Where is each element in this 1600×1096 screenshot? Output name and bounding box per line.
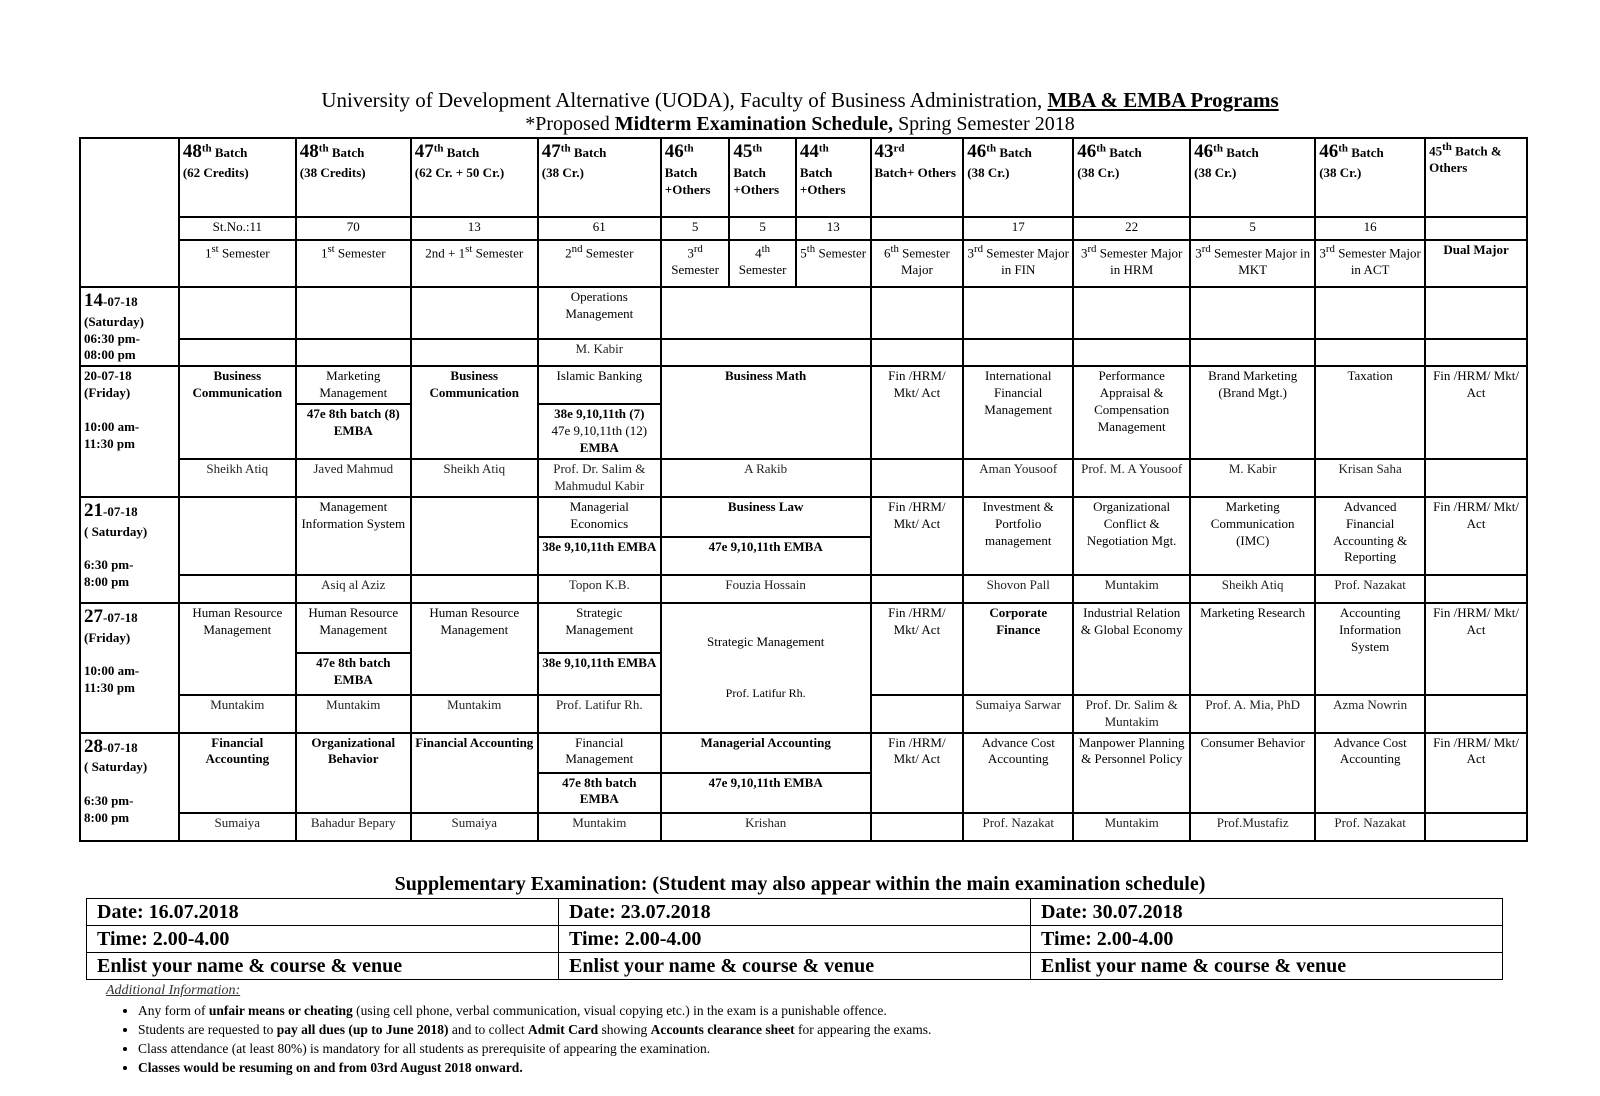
semester-cell: 2nd + 1st Semester [411, 240, 538, 287]
teacher-cell: Krishan [661, 813, 871, 841]
batch-header-row [80, 138, 1527, 217]
teacher-cell: Prof. A. Mia, PhD [1190, 695, 1315, 733]
teacher-cell: M. Kabir [1190, 459, 1315, 497]
course-cell: Advanced Financial Accounting & Reporting [1315, 497, 1425, 575]
student-count: 17 [963, 217, 1073, 240]
student-count: St.No.:11 [179, 217, 296, 240]
course-cell: Financial Accounting [179, 733, 296, 813]
supp-enlist: Enlist your name & course & venue [559, 953, 1031, 980]
day3-teacher-row [80, 575, 1527, 603]
date-cell: 20-07-18 (Friday) 10:00 am- 11:30 pm [80, 366, 179, 496]
date-cell: 21-07-18 ( Saturday) 6:30 pm- 8:00 pm [80, 497, 179, 603]
notes-list [104, 1001, 1538, 1077]
course-cell: Accounting Information System [1315, 603, 1425, 695]
teacher-cell: Sheikh Atiq [411, 459, 538, 497]
teacher-cell: Prof. Nazakat [963, 813, 1073, 841]
day3-course-row [80, 497, 1527, 537]
day1-course-row [80, 287, 1527, 339]
teacher-cell: Sheikh Atiq [179, 459, 296, 497]
course-cell: Brand Marketing (Brand Mgt.) [1190, 366, 1315, 459]
teacher-cell: Muntakim [1073, 575, 1190, 603]
student-count: 5 [661, 217, 730, 240]
course-cell: Marketing Communication (IMC) [1190, 497, 1315, 575]
course-cell: Strategic Management [538, 603, 661, 653]
supplementary-table [86, 898, 1503, 980]
course-cell: Fin /HRM/ Mkt/ Act [1425, 733, 1527, 813]
semester-cell: 3rd Semester [661, 240, 730, 287]
additional-info-heading: Additional Information: [106, 983, 241, 998]
course-cell: Industrial Relation & Global Economy [1073, 603, 1190, 695]
student-count: 70 [296, 217, 411, 240]
emba-cell: 47e 9,10,11th EMBA [661, 537, 871, 575]
student-count: 13 [796, 217, 871, 240]
teacher-cell: Prof. Nazakat [1315, 813, 1425, 841]
programs-label: MBA & EMBA Programs [1047, 88, 1279, 112]
course-cell: Organizational Conflict & Negotiation Mgt. [1073, 497, 1190, 575]
course-cell: Strategic Management Prof. Latifur Rh. [661, 603, 871, 733]
teacher-cell: Prof. Nazakat [1315, 575, 1425, 603]
schedule-table [79, 137, 1528, 842]
student-count [1425, 217, 1527, 240]
emba-cell: 38e 9,10,11th (7) 47e 9,10,11th (12) EMBA [538, 404, 661, 459]
supp-enlist-row [87, 953, 1503, 980]
date-cell: 27-07-18 (Friday) 10:00 am- 11:30 pm [80, 603, 179, 733]
course-cell [411, 497, 538, 575]
teacher-cell: Muntakim [1073, 813, 1190, 841]
teacher-cell: Prof. Dr. Salim & Muntakim [1073, 695, 1190, 733]
teacher-cell: Prof.Mustafiz [1190, 813, 1315, 841]
course-cell: Fin /HRM/ Mkt/ Act [871, 366, 964, 459]
emba-cell: 47e 8th batch (8) EMBA [296, 404, 411, 459]
course-cell: Performance Appraisal & Compensation Management [1073, 366, 1190, 459]
supp-enlist: Enlist your name & course & venue [87, 953, 559, 980]
emba-cell: 47e 8th batch EMBA [296, 653, 411, 695]
teacher-cell: Sumaiya [411, 813, 538, 841]
course-cell: Marketing Management [296, 366, 411, 404]
teacher-cell: Sumaiya Sarwar [963, 695, 1073, 733]
course-cell: Fin /HRM/ Mkt/ Act [871, 603, 964, 695]
note-item: • Any form of unfair means or cheating (using cell phone, verbal communication, visual copying etc.) in the exam is a punishable offence. [138, 1001, 1538, 1020]
batch-header: 48th Batch (62 Credits) [179, 138, 296, 217]
supp-enlist: Enlist your name & course & venue [1031, 953, 1503, 980]
teacher-cell: M. Kabir [538, 339, 661, 366]
day4-course-row [80, 603, 1527, 653]
teacher-cell: Topon K.B. [538, 575, 661, 603]
teacher-cell: Sumaiya [179, 813, 296, 841]
teacher-cell: Krisan Saha [1315, 459, 1425, 497]
subtitle-post: Spring Semester 2018 [893, 113, 1075, 135]
supp-time: Time: 2.00-4.00 [1031, 926, 1503, 953]
page-subtitle [0, 113, 1600, 136]
teacher-cell [1425, 813, 1527, 841]
course-cell: Business Math [661, 366, 871, 459]
teacher-cell: Bahadur Bepary [296, 813, 411, 841]
note-item: • Students are requested to pay all dues (up to June 2018) and to collect Admit Card showing Accounts clearance sheet for appearing the exams. [138, 1020, 1538, 1039]
teacher-cell: Prof. Dr. Salim & Mahmudul Kabir [538, 459, 661, 497]
teacher-cell [1425, 575, 1527, 603]
batch-header: 45th Batch & Others [1425, 138, 1527, 217]
course-cell [179, 497, 296, 575]
emba-cell: 38e 9,10,11th EMBA [538, 537, 661, 575]
batch-header: 43rd Batch+ Others [871, 138, 964, 217]
course-cell: Fin /HRM/ Mkt/ Act [871, 733, 964, 813]
emba-cell: 47e 8th batch EMBA [538, 773, 661, 813]
semester-cell: 3rd Semester Major in FIN [963, 240, 1073, 287]
semester-row [80, 240, 1527, 287]
student-count: 5 [729, 217, 796, 240]
teacher-cell: Prof. M. A Yousoof [1073, 459, 1190, 497]
student-count [871, 217, 964, 240]
day5-teacher-row [80, 813, 1527, 841]
student-count-row [80, 217, 1527, 240]
semester-cell: 4th Semester [729, 240, 796, 287]
supp-time: Time: 2.00-4.00 [559, 926, 1031, 953]
course-cell: Managerial Accounting [661, 733, 871, 773]
batch-header: 47th Batch (38 Cr.) [538, 138, 661, 217]
subtitle-pre: *Proposed [525, 113, 615, 135]
supp-date: Date: 23.07.2018 [559, 899, 1031, 926]
course-cell: Business Communication [179, 366, 296, 459]
supp-date: Date: 30.07.2018 [1031, 899, 1503, 926]
batch-header: 46th Batch (38 Cr.) [963, 138, 1073, 217]
note-item: • Class attendance (at least 80%) is mandatory for all students as prerequisite of appearing the examination. [138, 1039, 1538, 1058]
teacher-cell [411, 575, 538, 603]
course-cell: Organizational Behavior [296, 733, 411, 813]
teacher-cell [1425, 459, 1527, 497]
teacher-cell [871, 813, 964, 841]
supp-date: Date: 16.07.2018 [87, 899, 559, 926]
course-cell: Business Law [661, 497, 871, 537]
teacher-cell: Prof. Latifur Rh. [538, 695, 661, 733]
teacher-cell: Asiq al Aziz [296, 575, 411, 603]
semester-cell: Dual Major [1425, 240, 1527, 287]
date-cell: 14-07-18 (Saturday) 06:30 pm- 08:00 pm [80, 287, 179, 366]
student-count: 61 [538, 217, 661, 240]
title-line1: University of Development Alternative (UODA), Faculty of Business Administration, [321, 88, 1043, 112]
day2-course-row [80, 366, 1527, 404]
course-cell: Islamic Banking [538, 366, 661, 404]
teacher-cell: Muntakim [538, 813, 661, 841]
course-cell: Fin /HRM/ Mkt/ Act [871, 497, 964, 575]
teacher-cell: Muntakim [296, 695, 411, 733]
day5-course-row [80, 733, 1527, 773]
course-cell: Advance Cost Accounting [963, 733, 1073, 813]
teacher-cell [871, 575, 964, 603]
semester-cell: 3rd Semester Major in ACT [1315, 240, 1425, 287]
course-cell: Marketing Research [1190, 603, 1315, 695]
emba-cell: 47e 9,10,11th EMBA [661, 773, 871, 813]
batch-header: 46th Batch (38 Cr.) [1190, 138, 1315, 217]
emba-cell: 38e 9,10,11th EMBA [538, 653, 661, 695]
semester-cell: 2nd Semester [538, 240, 661, 287]
course-cell: Advance Cost Accounting [1315, 733, 1425, 813]
subtitle-bold: Midterm Examination Schedule, [614, 113, 894, 135]
supp-time-row [87, 926, 1503, 953]
course-cell: Human Resource Management [296, 603, 411, 653]
teacher-cell: Azma Nowrin [1315, 695, 1425, 733]
course-cell: Fin /HRM/ Mkt/ Act [1425, 497, 1527, 575]
teacher-cell: Aman Yousoof [963, 459, 1073, 497]
teacher-cell: Sheikh Atiq [1190, 575, 1315, 603]
course-cell: Taxation [1315, 366, 1425, 459]
semester-cell: 6th Semester Major [871, 240, 964, 287]
course-cell: Business Communication [411, 366, 538, 459]
date-cell: 28-07-18 ( Saturday) 6:30 pm- 8:00 pm [80, 733, 179, 841]
day2-teacher-row [80, 459, 1527, 497]
note-item: • Classes would be resuming on and from 03rd August 2018 onward. [138, 1058, 1538, 1077]
course-cell: Fin /HRM/ Mkt/ Act [1425, 366, 1527, 459]
batch-header: 46th Batch (38 Cr.) [1073, 138, 1190, 217]
semester-cell: 1st Semester [296, 240, 411, 287]
course-cell: Financial Accounting [411, 733, 538, 813]
student-count: 13 [411, 217, 538, 240]
supp-date-row [87, 899, 1503, 926]
page-title [0, 88, 1600, 113]
course-cell: Management Information System [296, 497, 411, 575]
student-count: 22 [1073, 217, 1190, 240]
teacher-cell [1425, 695, 1527, 733]
teacher-cell: A Rakib [661, 459, 871, 497]
course-cell: Managerial Economics [538, 497, 661, 537]
course-cell: Human Resource Management [411, 603, 538, 695]
teacher-cell [179, 575, 296, 603]
teacher-cell: Muntakim [411, 695, 538, 733]
course-cell: Financial Management [538, 733, 661, 773]
supplementary-title: Supplementary Examination: (Student may also appear within the main examination schedule) [394, 873, 1206, 895]
batch-header: 44th Batch +Others [796, 138, 871, 217]
teacher-cell: Fouzia Hossain [661, 575, 871, 603]
course-cell: Corporate Finance [963, 603, 1073, 695]
course-cell: Investment & Portfolio management [963, 497, 1073, 575]
course-cell: Consumer Behavior [1190, 733, 1315, 813]
course-cell: Operations Management [538, 287, 661, 339]
semester-cell: 5th Semester [796, 240, 871, 287]
batch-header: 45th Batch +Others [729, 138, 796, 217]
teacher-cell: Shovon Pall [963, 575, 1073, 603]
course-cell: Human Resource Management [179, 603, 296, 695]
teacher-cell [871, 695, 964, 733]
student-count: 5 [1190, 217, 1315, 240]
semester-cell: 1st Semester [179, 240, 296, 287]
semester-cell: 3rd Semester Major in HRM [1073, 240, 1190, 287]
batch-header: 48th Batch (38 Credits) [296, 138, 411, 217]
course-cell: Manpower Planning & Personnel Policy [1073, 733, 1190, 813]
course-cell: International Financial Management [963, 366, 1073, 459]
student-count: 16 [1315, 217, 1425, 240]
batch-header: 46th Batch +Others [661, 138, 730, 217]
supp-time: Time: 2.00-4.00 [87, 926, 559, 953]
corner-cell [80, 138, 179, 287]
course-cell: Fin /HRM/ Mkt/ Act [1425, 603, 1527, 695]
teacher-cell: Muntakim [179, 695, 296, 733]
semester-cell: 3rd Semester Major in MKT [1190, 240, 1315, 287]
batch-header: 46th Batch (38 Cr.) [1315, 138, 1425, 217]
teacher-cell [871, 459, 964, 497]
batch-header: 47th Batch (62 Cr. + 50 Cr.) [411, 138, 538, 217]
teacher-cell: Javed Mahmud [296, 459, 411, 497]
day1-teacher-row [80, 339, 1527, 366]
